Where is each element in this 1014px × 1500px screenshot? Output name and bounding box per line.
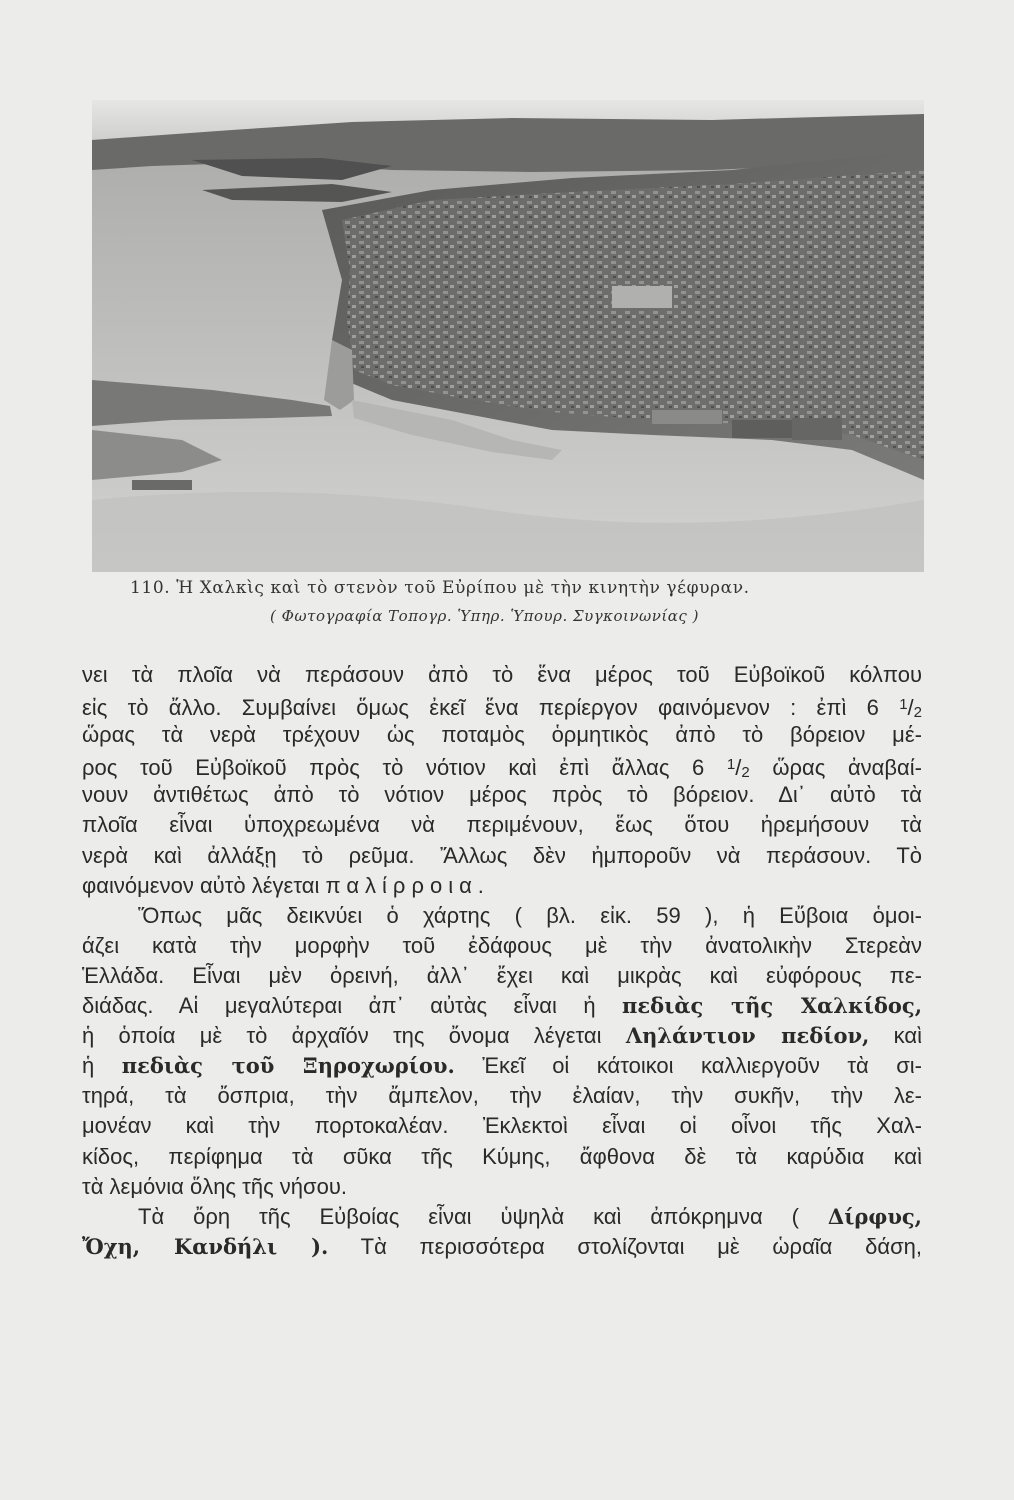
fraction-denominator: 2 xyxy=(913,704,922,722)
text-line xyxy=(82,901,922,931)
text-span: πλοῖα εἶναι ὑποχρεωμένα νὰ περιμένουν, ἕως ὅτου ἠρεμήσουν τὰ xyxy=(82,812,922,838)
text-line xyxy=(82,931,922,961)
bold-term-lelantine-plain: Ληλάντιον πεδίον, xyxy=(625,1023,870,1049)
bold-term-xirochori-plain: πεδιὰς τοῦ Ξηροχωρίου. xyxy=(121,1053,455,1079)
text-line xyxy=(82,1021,922,1051)
fraction-numerator: 1 xyxy=(899,696,908,714)
text-span: ρος τοῦ Εὐβοϊκοῦ πρὸς τὸ νότιον καὶ ἐπὶ ἄλλας 6 xyxy=(82,755,705,781)
text-span: νει τὰ πλοῖα νὰ περάσουν ἀπὸ τὸ ἕνα μέρος τοῦ Εὐβοϊκοῦ κόλπου xyxy=(82,662,922,687)
text-span: ἡ ὁποία μὲ τὸ ἀρχαῖόν της ὄνομα λέγεται xyxy=(82,1023,602,1049)
text-span: εἰς τὸ ἄλλο. Συμβαίνει ὅμως ἐκεῖ ἕνα περίεργον φαινόμενον : ἐπὶ 6 xyxy=(82,695,879,721)
figure-caption: 110. Ἡ Χαλκὶς καὶ τὸ στενὸν τοῦ Εὐρίπου μὲ τὴν κινητὴν γέφυραν. xyxy=(130,578,750,598)
text-line xyxy=(82,1202,922,1232)
text-span: άζει κατὰ τὴν μορφὴν τοῦ ἐδάφους μὲ τὴν ἀνατολικὴν Στερεὰν xyxy=(82,932,922,958)
text-line xyxy=(82,841,922,871)
bold-term-chalkis-plain: πεδιὰς τῆς Χαλκίδος, xyxy=(622,993,923,1019)
text-span: ὥρας τὰ νερὰ τρέχουν ὡς ποταμὸς ὁρμητικὸς ἀπὸ τὸ βόρειον μέ- xyxy=(82,722,922,748)
text-span: μονέαν καὶ τὴν πορτοκαλέαν. Ἐκλεκτοὶ εἶναι οἱ οἶνοι τῆς Χαλ- xyxy=(82,1113,922,1139)
text-span: διάδας. Αἱ μεγαλύτεραι ἀπ᾽ αὐτὰς εἶναι ἡ xyxy=(82,993,596,1019)
text-line xyxy=(82,660,922,690)
text-span: κίδος, περίφημα τὰ σῦκα τῆς Κύμης, ἄφθονα δὲ τὰ καρύδια καὶ xyxy=(82,1143,922,1169)
text-line xyxy=(82,750,922,780)
text-span: ἡ xyxy=(82,1053,95,1079)
bold-term-dirfys: Δίρφυς, xyxy=(827,1203,922,1229)
text-span: Τὰ περισσότερα στολίζονται μὲ ὡραῖα δάση, xyxy=(360,1233,922,1259)
text-line xyxy=(82,1111,922,1141)
text-line xyxy=(82,1051,922,1081)
text-span: Τὰ ὄρη τῆς Εὐβοίας εἶναι ὑψηλὰ καὶ ἀπόκρημνα ( xyxy=(138,1203,799,1229)
fraction-numerator: 1 xyxy=(726,756,736,774)
aerial-photo-chalkis xyxy=(92,100,924,572)
text-line xyxy=(82,690,922,720)
text-line xyxy=(82,1081,922,1111)
text-span: νουν ἀντιθέτως ἀπὸ τὸ νότιον μέρος πρὸς τὸ βόρειον. Δι᾽ αὐτὸ τὰ xyxy=(82,782,922,808)
body-text xyxy=(82,660,922,1262)
aerial-photo-image xyxy=(92,100,924,572)
fraction-denominator: 2 xyxy=(741,764,750,782)
figure-credit: ( Φωτογραφία Τοπογρ. Ὑπηρ. Ὑπουρ. Συγκοινωνίας ) xyxy=(270,607,699,625)
fraction-separator: / xyxy=(735,755,742,781)
fraction-separator: / xyxy=(907,695,914,721)
text-span: Ἐκεῖ οἱ κάτοικοι καλλιεργοῦν τὰ σι- xyxy=(482,1053,923,1079)
text-line xyxy=(82,780,922,810)
text-span: Ὅπως μᾶς δεικνύει ὁ χάρτης ( βλ. εἰκ. 59 ), ἡ Εὔβοια ὁμοι- xyxy=(138,902,922,928)
text-span: τηρά, τὰ ὄσπρια, τὴν ἄμπελον, τὴν ἐλαίαν, τὴν συκῆν, τὴν λε- xyxy=(82,1083,922,1109)
text-line xyxy=(82,720,922,750)
bold-term-ochi-kandili: Ὄχη, Κανδήλι ). xyxy=(82,1233,329,1259)
text-line xyxy=(82,1142,922,1172)
text-line xyxy=(82,1232,922,1262)
spaced-term-palirroia: παλίρροια. xyxy=(325,872,490,898)
text-span: Ἑλλάδα. Εἶναι μὲν ὀρεινή, ἀλλ᾽ ἔχει καὶ μικρὰς καὶ εὐφόρους πε- xyxy=(82,962,922,988)
text-line xyxy=(82,991,922,1021)
text-line xyxy=(82,961,922,991)
text-span: ὥρας ἀναβαί- xyxy=(772,755,922,781)
text-span: καὶ xyxy=(893,1023,922,1049)
text-line xyxy=(82,810,922,840)
text-line xyxy=(82,1172,922,1202)
text-span: νερὰ καὶ ἀλλάξῃ τὸ ρεῦμα. Ἄλλως δὲν ἠμποροῦν νὰ περάσουν. Τὸ xyxy=(82,842,922,868)
text-line xyxy=(82,871,922,901)
text-span: τὰ λεμόνια ὅλης τῆς νήσου. xyxy=(82,1173,347,1199)
text-span: φαινόμενον αὐτὸ λέγεται xyxy=(82,872,320,898)
